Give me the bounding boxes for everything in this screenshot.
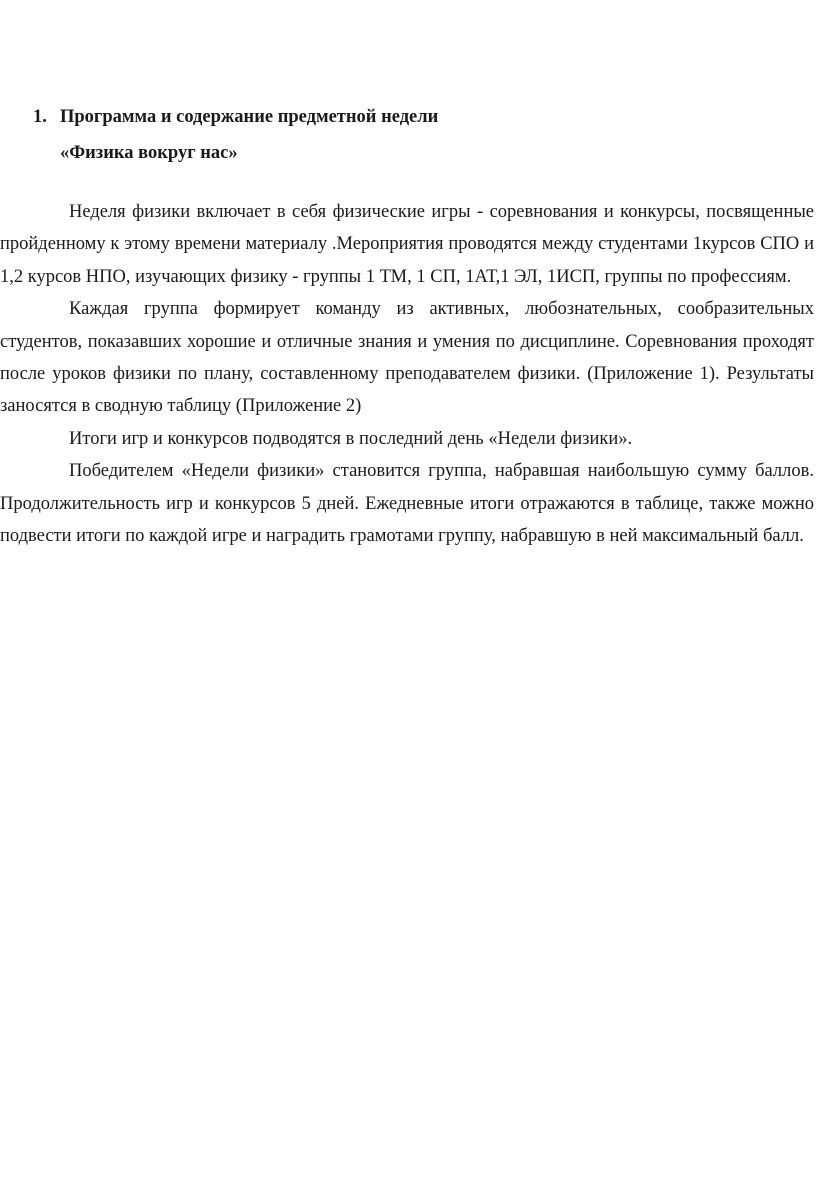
document-body [0,196,814,552]
paragraph: Неделя физики включает в себя физические игры - соревнования и конкурсы, посвященные пройденному к этому времени материалу .Мероприятия проводятся между студентами 1курсов СПО и 1,2 курсов НПО, изучающих физику - группы 1 ТМ, 1 СП, 1АТ,1 ЭЛ, 1ИСП, группы по профессиям. [0,202,814,287]
paragraph: Итоги игр и конкурсов подводятся в последний день «Недели физики». [69,428,633,449]
heading-line-1 [33,99,793,135]
section-heading [33,99,793,171]
heading-subtitle: «Физика вокруг нас» [60,143,238,163]
paragraph: Победителем «Недели физики» становится группа, набравшая наибольшую сумму баллов. Продолжительность игр и конкурсов 5 дней. Ежедневные итоги отражаются в таблице, также можно подвести итоги по каждой игре и наградить грамотами группу, набравшую в ней максимальный балл. [0,461,814,547]
heading-title: Программа и содержание предметной недели [60,107,439,127]
paragraph: Каждая группа формирует команду из активных, любознательных, сообразительных студентов, показавших хорошие и отличные знания и умения по дисциплине. Соревнования проходят после уроков физики по плану, составленному преподавателем физики. (Приложение 1). Результаты заносятся в сводную таблицу (Приложение 2) [0,299,814,417]
heading-number: 1. [33,107,47,127]
